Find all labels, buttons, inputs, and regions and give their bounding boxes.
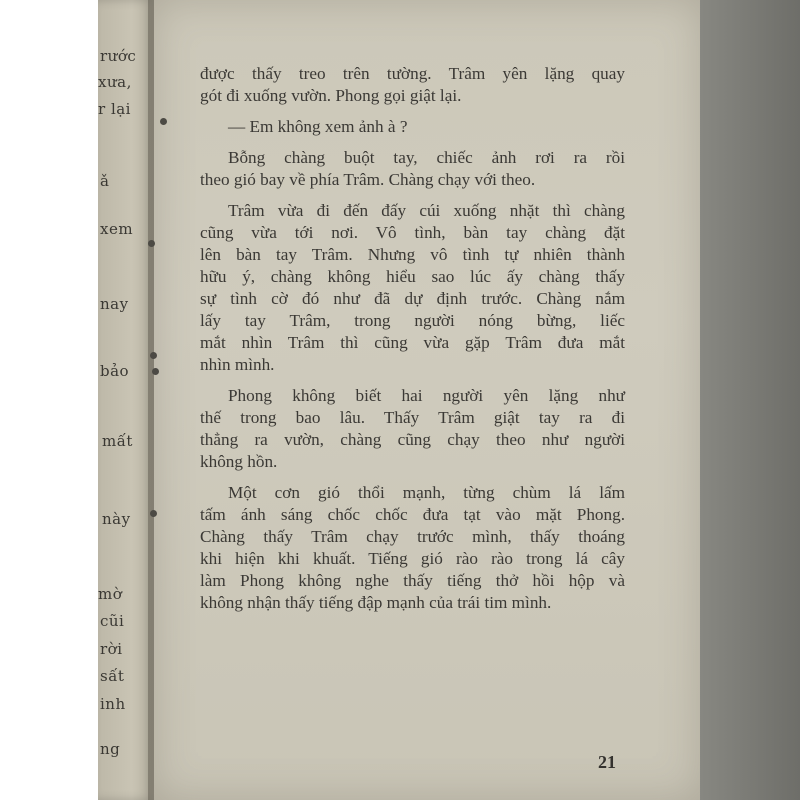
text-line: lên bàn tay Trâm. Nhưng vô tình tự nhiên thành — [200, 245, 625, 264]
binding-hole — [150, 352, 157, 359]
text-line: sự tình cờ đó như đã dự định trước. Chàng nắm — [200, 289, 625, 308]
left-page-fragment: xem — [100, 220, 134, 238]
text-line: thế trong bao lâu. Thấy Trâm giật tay ra đi — [200, 408, 625, 427]
text-line: được thấy treo trên tường. Trâm yên lặng quay — [200, 64, 625, 83]
left-page-fragment: mờ — [98, 585, 123, 603]
left-page-fragment: này — [102, 510, 131, 528]
text-line: làm Phong không nghe thấy tiếng thở hồi hộp và — [200, 571, 625, 590]
text-line: nhìn mình. — [200, 355, 275, 374]
paragraph — [200, 147, 625, 191]
text-line: mắt nhìn Trâm thì cũng vừa gặp Trâm đưa mắt — [200, 333, 625, 352]
left-page-fragment: cũi — [100, 612, 125, 630]
text-line: cũng vừa tới nơi. Vô tình, bàn tay chàng đặt — [200, 223, 625, 242]
paragraph — [200, 385, 625, 473]
binding-hole — [152, 368, 159, 375]
left-page-fragment: sất — [100, 667, 125, 685]
left-page-fragment: nay — [100, 295, 129, 313]
text-line: Trâm vừa đi đến đấy cúi xuống nhặt thì chàng — [228, 201, 625, 220]
text-line: khi hiện khi khuất. Tiếng gió rào rào trong lá cây — [200, 549, 625, 568]
text-line: gót đi xuống vườn. Phong gọi giật lại. — [200, 86, 462, 105]
text-line: lấy tay Trâm, trong người nóng bừng, liếc — [200, 311, 625, 330]
text-line: tấm ánh sáng chốc chốc đưa tạt vào mặt Phong. — [200, 505, 625, 524]
text-line: hữu ý, chàng không hiểu sao lúc ấy chàng thấy — [200, 267, 625, 286]
left-page-fragment: mất — [102, 432, 133, 450]
binding-hole — [160, 118, 167, 125]
left-page-fragment: ng — [100, 740, 121, 758]
text-line: thẳng ra vườn, chàng cũng chạy theo như người — [200, 430, 625, 449]
left-page-fragment: bảo — [100, 362, 130, 380]
page-body-text — [200, 63, 625, 623]
left-page-fragment: r lại — [98, 100, 131, 118]
left-page-fragment: rước — [100, 47, 137, 65]
text-line: theo gió bay về phía Trâm. Chàng chạy với theo. — [200, 170, 536, 189]
table-background — [690, 0, 800, 800]
binding-hole — [150, 510, 157, 517]
paragraph — [200, 482, 625, 614]
text-line: không hồn. — [200, 452, 278, 471]
left-page-fragment: rời — [100, 640, 123, 658]
text-line: Phong không biết hai người yên lặng như — [228, 386, 625, 405]
page-number: 21 — [598, 752, 616, 772]
binding-hole — [148, 240, 155, 247]
text-line: — Em không xem ảnh à ? — [228, 117, 408, 136]
text-line: Chàng thấy Trâm chạy trước mình, thấy thoáng — [200, 527, 625, 546]
text-line: Một cơn gió thổi mạnh, từng chùm lá lấm — [228, 483, 625, 502]
paragraph — [200, 200, 625, 376]
left-page-fragment: ǎ — [100, 172, 110, 190]
left-page-fragment: inh — [100, 695, 126, 713]
text-line: Bỗng chàng buột tay, chiếc ảnh rơi ra rồi — [228, 148, 625, 167]
paragraph — [200, 116, 625, 138]
text-line: không nhận thấy tiếng đập mạnh của trái tim mình. — [200, 593, 552, 612]
paragraph — [200, 63, 625, 107]
left-page-fragment: xưa, — [98, 73, 132, 91]
